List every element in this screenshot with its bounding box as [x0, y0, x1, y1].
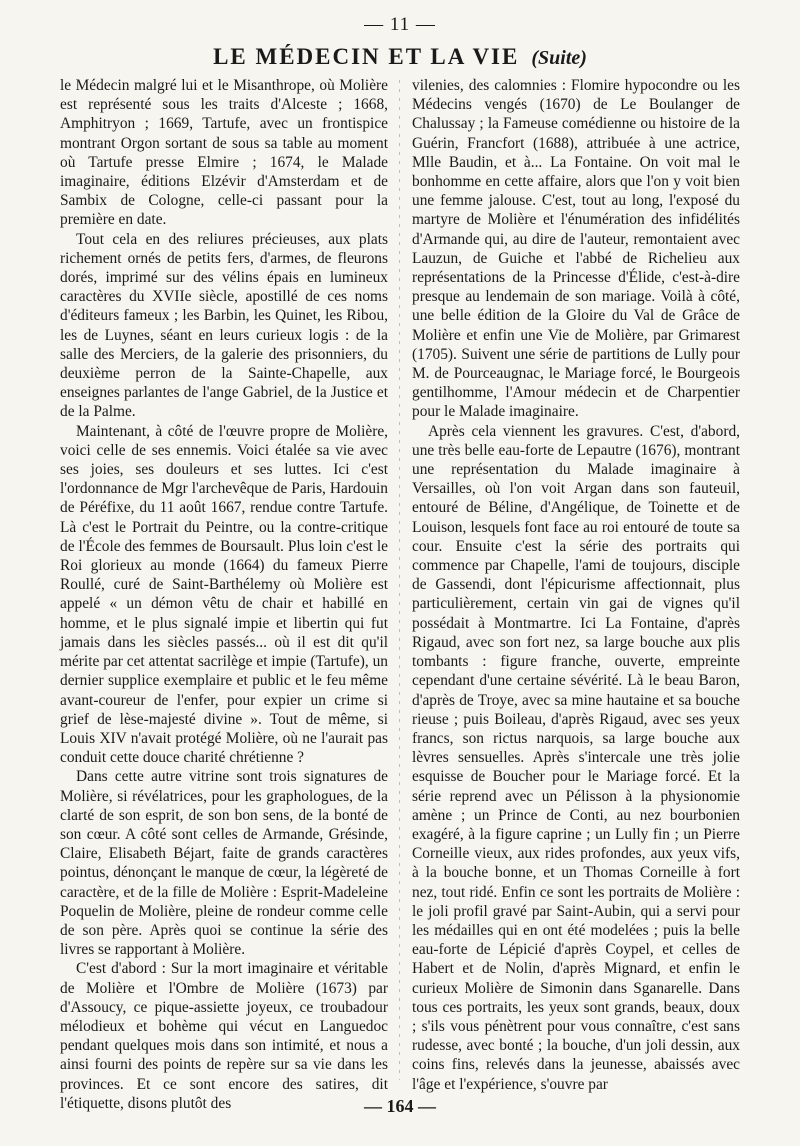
- left-paragraph-2: Tout cela en des reliures précieuses, aux plats richement ornés de petits fers, d'armes, de fleurons dorés, imprimé sur des vélins épais en lumineux caractères du XVIIe siècle, apostillé de ces noms d'éditeurs fameux ; les Barbin, les Quinet, les Ribou, les de Luynes, séant en leurs curieux logis : de la salle des Merciers, de la galerie des prisonniers, du deuxième perron de la Sainte-Chapelle, aux enseignes parlantes de l'ange Gabriel, de la Justice et de la Palme.: [60, 230, 388, 421]
- right-column: [412, 76, 740, 1093]
- running-title-main: LE MÉDECIN ET LA VIE: [213, 44, 520, 69]
- right-paragraph-1: vilenies, des calomnies : Flomire hypocondre ou les Médecins vengés (1670) de Le Boulanger de Chalussay ; la Fameuse comédienne ou histoire de la Guérin, Francfort (1688), attribuée à une actrice, Mlle Baudin, et à... La Fontaine. On voit mal le bonhomme en cette affaire, alors que l'on y voit bien une femme jalouse. C'est, tout au long, l'exposé du martyre de Molière et l'énumération des infidélités d'Armande qui, au dire de l'auteur, remontaient avec Lauzun, de Guiche et l'abbé de Richelieu aux représentations de la Princesse d'Élide, c'est-à-dire presque au lendemain de son mariage. Voilà à côté, une belle édition de la Gloire du Val de Grâce de Molière et enfin une Vie de Molière, par Grimarest (1705). Suivent une série de partitions de Lully pour M. de Pourceaugnac, le Mariage forcé, le Bourgeois gentilhomme, l'Amour médecin et de Charpentier pour le Malade imaginaire.: [412, 77, 740, 421]
- running-title-suite: (Suite): [531, 47, 587, 69]
- page-number-top: — 11 —: [364, 14, 436, 35]
- running-title: [0, 44, 800, 70]
- left-paragraph-4: Dans cette autre vitrine sont trois signatures de Molière, si révélatrices, pour les graphologues, de la clarté de son esprit, de son bon sens, de la bonté de son cœur. A côté sont celles de Armande, Grésinde, Claire, Elisabeth Béjart, faite de grands caractères pointus, dénonçant le manque de cœur, la légèreté de caractère, et de la fille de Molière : Esprit-Madeleine Poquelin de Molière, pleine de rondeur comme celle de son père. Après quoi se continue la série des livres se rapportant à Molière.: [60, 768, 388, 959]
- left-paragraph-1: le Médecin malgré lui et le Misanthrope, où Molière est représenté sous les traits d'Alceste ; 1668, Amphitryon ; 1669, Tartufe, avec un frontispice montrant Orgon sortant de sous sa table au moment où Tartufe presse Elmire ; 1674, le Malade imaginaire, éditions Elzévir d'Amsterdam et de Sambix de Cologne, celle-ci passant pour la première en date.: [60, 77, 388, 229]
- right-paragraph-2: Après cela viennent les gravures. C'est, d'abord, une très belle eau-forte de Lepautre (1676), montrant une représentation du Malade imaginaire à Versailles, où l'on voit Argan dans son fauteuil, entouré de Béline, d'Angélique, de Toinette et de Louison, lesquels font face au roi entouré de toute sa cour. Ensuite c'est la série des portraits qui commence par Chapelle, l'ami de toujours, disciple de Gassendi, dont l'épicurisme affectionnait, plus particulièrement, certain vin gai de vignes qu'il possédait à Montmartre. Ici La Fontaine, d'après Rigaud, avec son fort nez, sa large bouche aux plis tombants : figure franche, ouverte, empreinte cependant d'une certaine sévérité. Là le beau Baron, d'après de Troye, avec sa mine hautaine et sa bouche rieuse ; puis Boileau, d'après Rigaud, avec ses yeux francs, son rictus narquois, sa large bouche aux lèvres sensuelles. Après s'intercale une très jolie esquisse de Boucher pour le Mariage forcé. Et la série reprend avec un Pélisson à la physionomie amène ; un Prince de Conti, au nez bourbonien exagéré, à la figure caprine ; un Lully fin ; un Pierre Corneille vieux, aux rides profondes, aux yeux vifs, à la bouche bonne, et un Thomas Corneille à fort nez, tout ridé. Enfin ce sont les portraits de Molière : le joli profil gravé par Saint-Aubin, qui a servi pour les médailles qui en ont été modelées ; puis la belle eau-forte de Lépicié d'après Coypel, et celles de Habert et de Nolin, d'après Mignard, et enfin le curieux Molière de Simonin dans Sganarelle. Dans tous ces portraits, les yeux sont grands, beaux, doux ; s'ils vous pénètrent pour vous connaître, c'est sans rudesse, avec bonté ; la bouche, d'un joli dessin, aux coins fins, relevés dans la jeunesse, abaissés avec l'âge et l'expérience, s'ouvre par: [412, 422, 740, 1093]
- left-column: [60, 76, 388, 1112]
- left-paragraph-5: C'est d'abord : Sur la mort imaginaire et véritable de Molière et l'Ombre de Molière (1673) par d'Assoucy, ce pique-assiette joyeux, ce troubadour mélodieux et bohème qui vécut en Languedoc pendant quelques mois dans son intimité, et nous a ainsi fourni des points de repère sur sa vie dans les provinces. Et ce sont encore des satires, dit l'étiquette, disons plutôt des: [60, 960, 388, 1112]
- page-number-bottom: — 164 —: [364, 1096, 436, 1116]
- left-paragraph-3: Maintenant, à côté de l'œuvre propre de Molière, voici celle de ses ennemis. Voici étalée sa vie avec ses joies, ses douleurs et ses luttes. Ici c'est l'ordonnance de Mgr l'archevêque de Paris, Hardouin de Péréfixe, du 11 août 1667, rendue contre Tartufe. Là c'est le Portrait du Peintre, ou la contre-critique de l'École des femmes de Boursault. Plus loin c'est le Roi glorieux au monde (1664) du fameux Pierre Roullé, curé de Saint-Barthélemy où Molière est appelé « un démon vêtu de chair et habillé en homme, et le plus signalé impie et libertin qui fut jamais dans les siècles passés... où il est dit qu'il mérite par cet attentat sacrilège et impie (Tartufe), un dernier supplice exemplaire et public et le feu même avant-coureur de l'enfer, pour expier un crime si grief de lèse-majesté divine ». Tout de même, si Louis XIV n'avait protégé Molière, où ne l'aurait pas conduit cette douce charité chrétienne ?: [60, 422, 388, 767]
